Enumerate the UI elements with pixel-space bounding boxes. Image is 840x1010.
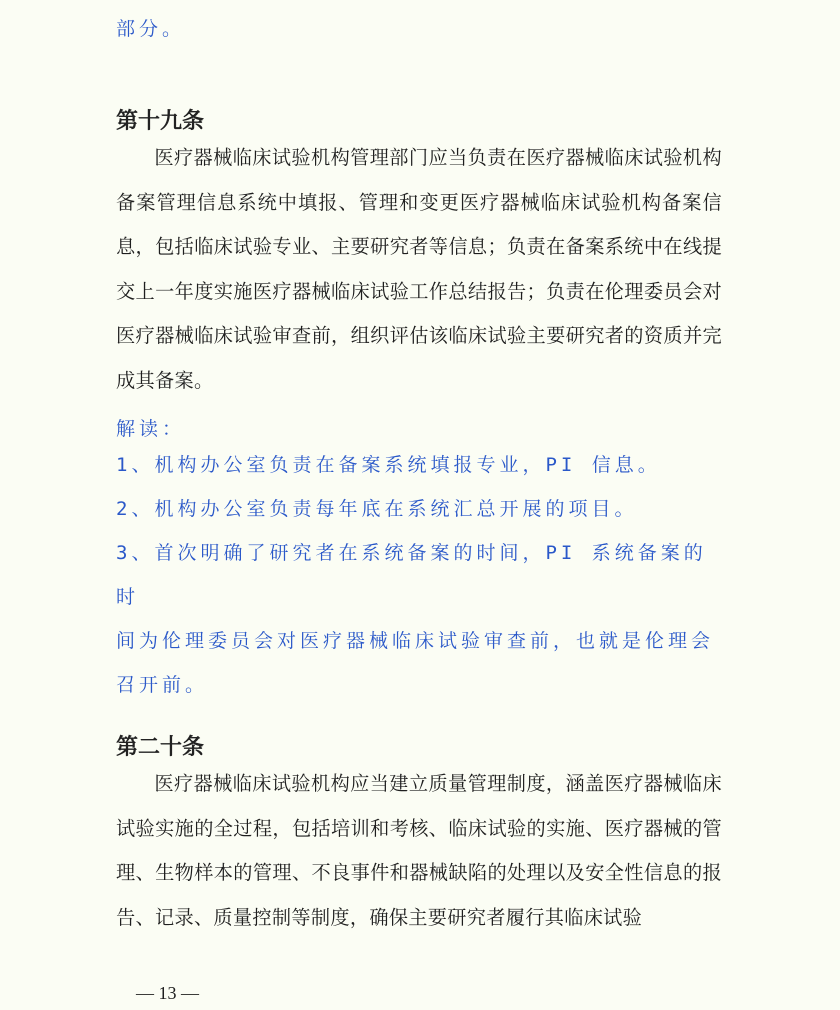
article-19-heading: 第十九条 [116, 109, 205, 134]
article-19-body: 医疗器械临床试验机构管理部门应当负责在医疗器械临床试验机构备案管理信息系统中填报、管理和变更医疗器械临床试验机构备案信息，包括临床试验专业、主要研究者等信息；负责在备案系统中在线提交上一年度实施医疗器械临床试验工作总结报告；负责在伦理委员会对医疗器械临床试验审查前，组织评估该临床试验主要研究者的资质并完成其备案。 [116, 146, 722, 392]
article-20-heading: 第二十条 [116, 735, 205, 760]
interpretation-list [116, 443, 722, 707]
interpretation-line: 1、机构办公室负责在备案系统填报专业，PI 信息。 [116, 454, 661, 476]
top-fragment: 部分。 [116, 18, 186, 40]
article-20-body: 医疗器械临床试验机构应当建立质量管理制度，涵盖医疗器械临床试验实施的全过程，包括培训和考核、临床试验的实施、医疗器械的管理、生物样本的管理、不良事件和器械缺陷的处理以及安全性信息的报告、记录、质量控制等制度，确保主要研究者履行其临床试验 [116, 772, 722, 929]
interpretation-line: 3、首次明确了研究者在系统备案的时间，PI 系统备案的时 [116, 542, 707, 608]
interpretation-label: 解读： [116, 418, 186, 440]
interpretation-line: 间为伦理委员会对医疗器械临床试验审查前，也就是伦理会 [116, 630, 715, 652]
page-number: — 13 — [136, 983, 199, 1003]
interpretation-line: 召开前。 [116, 674, 209, 696]
interpretation-line: 2、机构办公室负责每年底在系统汇总开展的项目。 [116, 498, 638, 520]
